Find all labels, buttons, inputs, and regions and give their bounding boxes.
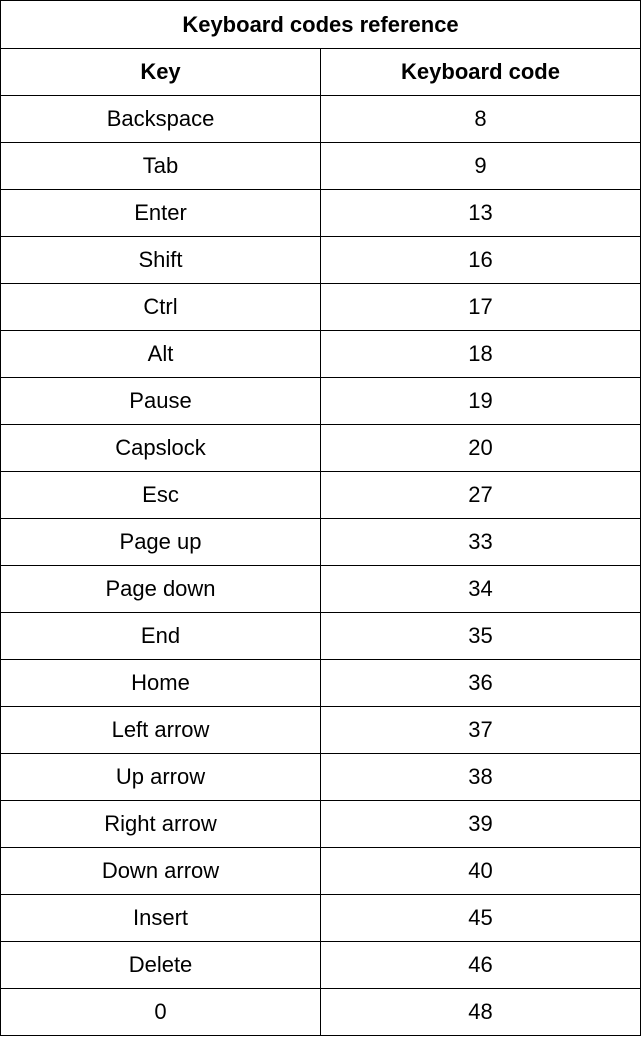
table-row — [1, 801, 641, 848]
code-cell: 18 — [321, 331, 641, 378]
code-cell: 45 — [321, 895, 641, 942]
table-row — [1, 237, 641, 284]
code-cell: 16 — [321, 237, 641, 284]
title-row — [1, 1, 641, 49]
key-cell: Backspace — [1, 96, 321, 143]
code-cell: 38 — [321, 754, 641, 801]
key-cell: Page down — [1, 566, 321, 613]
table-row — [1, 848, 641, 895]
table-row — [1, 378, 641, 425]
code-cell: 8 — [321, 96, 641, 143]
table-title: Keyboard codes reference — [1, 1, 641, 49]
column-header-code: Keyboard code — [321, 49, 641, 96]
key-cell: Down arrow — [1, 848, 321, 895]
key-cell: Esc — [1, 472, 321, 519]
table-row — [1, 942, 641, 989]
key-cell: Tab — [1, 143, 321, 190]
header-row — [1, 49, 641, 96]
key-cell: 0 — [1, 989, 321, 1036]
code-cell: 46 — [321, 942, 641, 989]
key-cell: Delete — [1, 942, 321, 989]
key-cell: Ctrl — [1, 284, 321, 331]
key-cell: Pause — [1, 378, 321, 425]
code-cell: 34 — [321, 566, 641, 613]
key-cell: Page up — [1, 519, 321, 566]
table-row — [1, 425, 641, 472]
table-row — [1, 143, 641, 190]
code-cell: 36 — [321, 660, 641, 707]
column-header-key: Key — [1, 49, 321, 96]
table-row — [1, 660, 641, 707]
table-row — [1, 895, 641, 942]
key-cell: Alt — [1, 331, 321, 378]
table-row — [1, 331, 641, 378]
table-row — [1, 989, 641, 1036]
table-row — [1, 96, 641, 143]
code-cell: 40 — [321, 848, 641, 895]
key-cell: Up arrow — [1, 754, 321, 801]
code-cell: 33 — [321, 519, 641, 566]
table-row — [1, 472, 641, 519]
code-cell: 19 — [321, 378, 641, 425]
table-body — [1, 96, 641, 1036]
key-cell: Enter — [1, 190, 321, 237]
code-cell: 48 — [321, 989, 641, 1036]
key-cell: Capslock — [1, 425, 321, 472]
table-row — [1, 519, 641, 566]
code-cell: 37 — [321, 707, 641, 754]
code-cell: 27 — [321, 472, 641, 519]
code-cell: 17 — [321, 284, 641, 331]
code-cell: 13 — [321, 190, 641, 237]
key-cell: Right arrow — [1, 801, 321, 848]
key-cell: Shift — [1, 237, 321, 284]
key-cell: Left arrow — [1, 707, 321, 754]
key-cell: Home — [1, 660, 321, 707]
table-row — [1, 754, 641, 801]
code-cell: 35 — [321, 613, 641, 660]
code-cell: 39 — [321, 801, 641, 848]
table-row — [1, 566, 641, 613]
table-row — [1, 284, 641, 331]
table-row — [1, 707, 641, 754]
key-cell: End — [1, 613, 321, 660]
code-cell: 20 — [321, 425, 641, 472]
table-row — [1, 190, 641, 237]
code-cell: 9 — [321, 143, 641, 190]
table-row — [1, 613, 641, 660]
key-cell: Insert — [1, 895, 321, 942]
